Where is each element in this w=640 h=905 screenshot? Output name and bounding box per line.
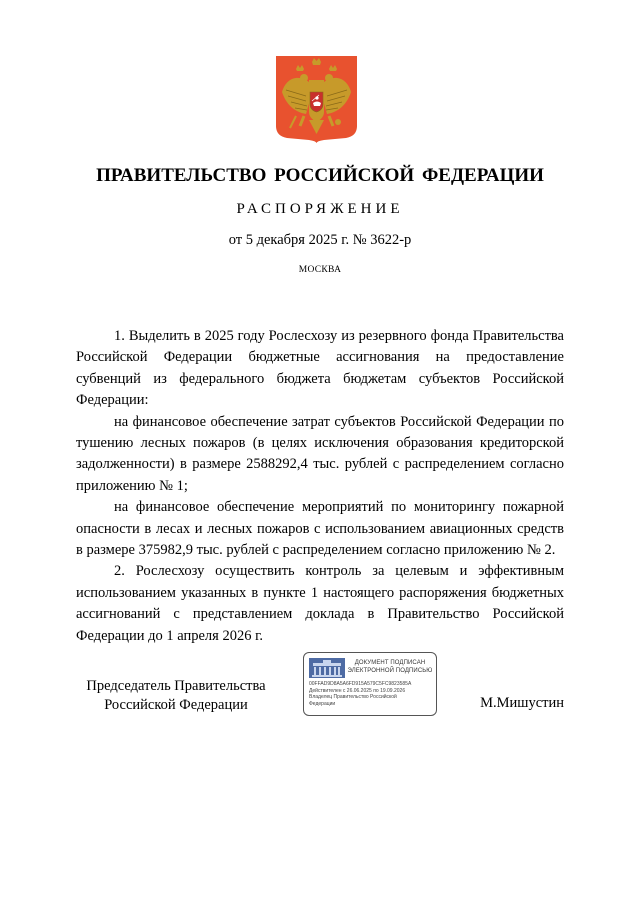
order-paragraph: на финансовое обеспечение мероприятий по мониторингу пожарной опасности в лесах и лесных пожаров с использованием авиационных средств в размере 375982,9 тыс. рублей с распределением согласно приложению № 2. [76, 499, 564, 559]
stamp-title-line: ДОКУМЕНТ ПОДПИСАН [354, 660, 426, 666]
document-city: МОСКВА [298, 265, 342, 275]
government-building-icon [309, 658, 345, 678]
stamp-title [346, 660, 434, 675]
government-title: ПРАВИТЕЛЬСТВО РОССИЙСКОЙ ФЕДЕРАЦИИ [96, 165, 544, 186]
stamp-certificate: 00FFAD9D8A5A6FD915A579C5FC9823585A [309, 681, 412, 687]
signatory-position [76, 677, 276, 715]
stamp-details [309, 681, 435, 707]
document-date-number: от 5 декабря 2025 г. № 3622-р [228, 232, 412, 248]
order-text [76, 326, 564, 647]
russian-coat-of-arms-icon [276, 56, 357, 143]
document-type: РАСПОРЯЖЕНИЕ [236, 201, 404, 217]
signatory-name: М.Мишустин [480, 695, 564, 711]
order-paragraph: 2. Рослесхозу осуществить контроль за целевым и эффективным использованием указанных в пункте 1 настоящего распоряжения бюджетных ассигнований с представлением доклада в Правительство Российской Федерации до 1 апреля 2026 г. [76, 563, 564, 644]
signatory-position-line: Председатель Правительства [86, 678, 266, 694]
electronic-signature-stamp [303, 652, 437, 716]
signatory-position-line: Российской Федерации [104, 697, 248, 713]
stamp-validity: Действителен с 26.06.2025 по 19.09.2026 [309, 687, 406, 694]
stamp-owner: Владелец Правительство Российской [309, 694, 397, 701]
stamp-owner: Федерации [309, 700, 336, 707]
order-paragraph: 1. Выделить в 2025 году Рослесхозу из резервного фонда Правительства Российской Федерации бюджетные ассигнования на предоставление субвенций из федерального бюджета бюджетам субъектов Российской Федерации: [76, 328, 564, 409]
order-paragraph: на финансовое обеспечение затрат субъектов Российской Федерации по тушению лесных пожаров (в целях исключения образования кредиторской задолженности) в размере 2588292,4 тыс. рублей с распределением согласно приложению № 1; [76, 413, 564, 494]
stamp-title-line: ЭЛЕКТРОННОЙ ПОДПИСЬЮ [347, 667, 433, 674]
